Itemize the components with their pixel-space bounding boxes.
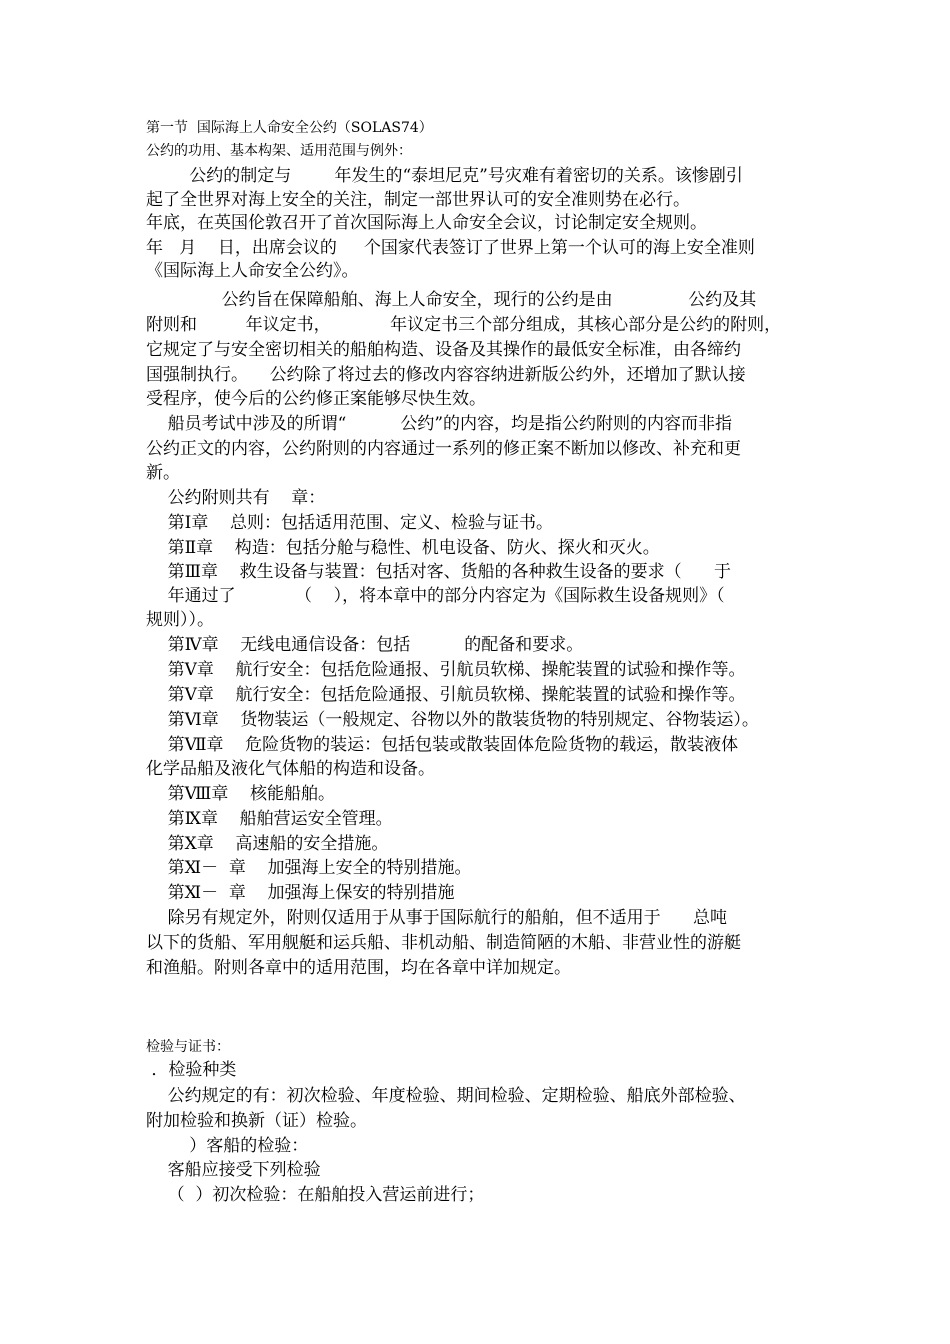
chapter-item: 年通过了 （ ），将本章中的部分内容定为《国际救生设备规则》（ <box>146 586 725 606</box>
chapter-item: 第Ⅴ章 航行安全：包括危险通报、引航员软梯、操舵装置的试验和操作等。 <box>146 660 746 680</box>
chapters-intro: 公约附则共有 章： <box>146 488 326 508</box>
paragraph-line: 国强制执行。 公约除了将过去的修改内容容纳进新版公约外，还增加了默认接 <box>146 365 746 385</box>
section-heading: 第一节 国际海上人命安全公约（SOLAS74） <box>146 120 433 136</box>
chapter-item: 第Ⅺ－ 章 加强海上保安的特别措施 <box>146 883 455 903</box>
chapter-item: 第Ⅴ章 航行安全：包括危险通报、引航员软梯、操舵装置的试验和操作等。 <box>146 685 746 705</box>
paragraph-line: 以下的货船、军用舰艇和运兵船、非机动船、制造简陋的木船、非营业性的游艇 <box>146 933 741 953</box>
paragraph-line: 公约正文的内容，公约附则的内容通过一系列的修正案不断加以修改、补充和更 <box>146 439 741 459</box>
survey-title: 检验与证书： <box>146 1039 230 1055</box>
paragraph-line: 客船应接受下列检验 <box>146 1160 321 1180</box>
chapter-item: 第Ⅶ章 危险货物的装运：包括包装或散装固体危险货物的载运，散装液体 <box>146 735 739 755</box>
paragraph-line: 年底，在英国伦敦召开了首次国际海上人命安全会议，讨论制定安全规则。 <box>146 213 707 233</box>
paragraph-line: 和渔船。附则各章中的适用范围，均在各章中详加规定。 <box>146 958 571 978</box>
paragraph-line: 它规定了与安全密切相关的船舶构造、设备及其操作的最低安全标准，由各缔约 <box>146 340 741 360</box>
paragraph-line: 年 月 日，出席会议的 个国家代表签订了世界上第一个认可的海上安全准则 <box>146 238 755 258</box>
paragraph-line: 公约的制定与 年发生的“泰坦尼克”号灾难有着密切的关系。该惨剧引 <box>146 166 743 186</box>
chapter-item: 第Ⅱ章 构造：包括分舱与稳性、机电设备、防火、探火和灭火。 <box>146 538 660 558</box>
paragraph-line: 附则和 年议定书， 年议定书三个部分组成，其核心部分是公约的附则， <box>146 315 782 335</box>
paragraph-line: （ ）初次检验：在船舶投入营运前进行； <box>146 1185 485 1205</box>
chapter-item: 第Ⅹ章 高速船的安全措施。 <box>146 834 389 854</box>
chapter-item: 第Ⅰ章 总则：包括适用范围、定义、检验与证书。 <box>146 513 553 533</box>
overview-title: 公约的功用、基本构架、适用范围与例外： <box>146 143 412 159</box>
paragraph-line: 公约规定的有：初次检验、年度检验、期间检验、定期检验、船底外部检验、 <box>146 1086 746 1106</box>
paragraph-line: ）客船的检验： <box>146 1136 309 1156</box>
paragraph-line: 船员考试中涉及的所谓“ 公约”的内容，均是指公约附则的内容而非指 <box>146 414 733 434</box>
paragraph-line: 新。 <box>146 463 180 483</box>
chapter-item: 第Ⅸ章 船舶营运安全管理。 <box>146 809 393 829</box>
chapter-item: 第Ⅵ章 货物装运（一般规定、谷物以外的散装货物的特别规定、谷物装运）。 <box>146 710 759 730</box>
paragraph-line: 除另有规定外，附则仅适用于从事于国际航行的船舶，但不适用于 总吨 <box>146 908 728 928</box>
paragraph-line: 受程序，使今后的公约修正案能够尽快生效。 <box>146 389 486 409</box>
paragraph-line: 附加检验和换新（证）检验。 <box>146 1111 367 1131</box>
paragraph-line: 《国际海上人命安全公约》。 <box>146 261 359 281</box>
chapter-item: 化学品船及液化气体船的构造和设备。 <box>146 759 435 779</box>
survey-kind: ．检验种类 <box>146 1060 237 1080</box>
paragraph-line: 起了全世界对海上安全的关注，制定一部世界认可的安全准则势在必行。 <box>146 190 690 210</box>
chapter-item: 第Ⅺ－ 章 加强海上安全的特别措施。 <box>146 858 472 878</box>
chapter-item: 第Ⅲ章 救生设备与装置：包括对客、货船的各种救生设备的要求（ 于 <box>146 562 732 582</box>
chapter-item: 规则））。 <box>146 610 214 630</box>
paragraph-line: 公约旨在保障船舶、海上人命安全，现行的公约是由 公约及其 <box>146 290 757 310</box>
chapter-item: 第Ⅷ章 核能船舶。 <box>146 784 336 804</box>
chapter-item: 第Ⅳ章 无线电通信设备：包括 的配备和要求。 <box>146 635 584 655</box>
